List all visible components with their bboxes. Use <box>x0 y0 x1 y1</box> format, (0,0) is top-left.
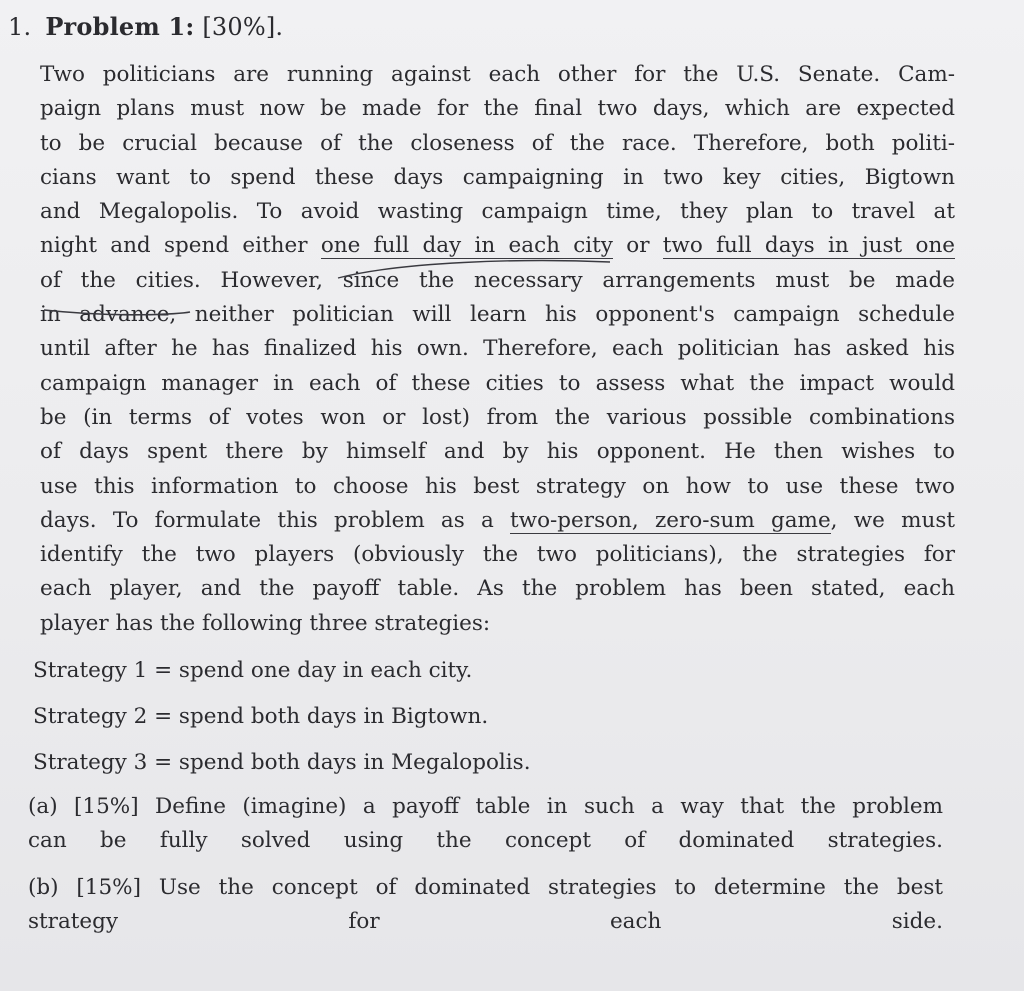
part-b-line: strategy for each side. <box>28 909 943 934</box>
part-b-text: Use the concept of dominated strategies to determine the best <box>140 875 943 900</box>
strategy-2: Strategy 2 = spend both days in Bigtown. <box>33 704 489 729</box>
paragraph-line: paign plans must now be made for the final two days, which are expected <box>40 96 955 122</box>
underlined-phrase: two-person, zero-sum game <box>510 507 831 533</box>
paragraph-line: each player, and the payoff table. As the problem has been stated, each <box>40 576 955 602</box>
paragraph-line: to be crucial because of the closeness of the race. Therefore, both politi- <box>40 130 955 156</box>
part-a <box>28 790 943 858</box>
paragraph-line <box>40 504 955 538</box>
strategy-1: Strategy 1 = spend one day in each city. <box>33 658 473 683</box>
problem-weight: [30%]. <box>202 13 284 41</box>
problem-paragraph <box>40 58 955 641</box>
paragraph-line: of the cities. However, since the necessary arrangements must be made <box>40 267 955 293</box>
part-a-line <box>28 790 943 824</box>
problem-title: Problem 1: <box>45 12 195 41</box>
paragraph-line: player has the following three strategies: <box>40 610 491 636</box>
paragraph-line: Two politicians are running against each other for the U.S. Senate. Cam- <box>40 62 955 87</box>
part-b-line <box>28 871 943 905</box>
paragraph-line: and Megalopolis. To avoid wasting campaign time, they plan to travel at <box>40 199 955 225</box>
strategy-3: Strategy 3 = spend both days in Megalopolis. <box>33 750 531 775</box>
paragraph-line: cians want to spend these days campaigning in two key cities, Bigtown <box>40 164 955 190</box>
paragraph-line: be (in terms of votes won or lost) from the various possible combinations <box>40 404 955 430</box>
underlined-phrase: two full days in just one <box>662 233 956 259</box>
paragraph-line: use this information to choose his best strategy on how to use these two <box>40 473 955 499</box>
paragraph-line: in advance, neither politician will learn his opponent's campaign schedule <box>40 302 955 328</box>
paragraph-line: campaign manager in each of these cities to assess what the impact would <box>40 370 955 396</box>
part-a-line: can be fully solved using the concept of dominated strategies. <box>28 828 943 853</box>
paragraph-line <box>40 229 955 263</box>
paragraph-line: identify the two players (obviously the two politicians), the strategies for <box>40 542 955 568</box>
text-run: days. To formulate this problem as a <box>40 507 511 533</box>
part-b-label: (b) [15%] <box>28 875 141 900</box>
part-a-text: Define (imagine) a payoff table in such a way that the problem <box>138 794 943 819</box>
problem-heading <box>8 12 283 41</box>
paragraph-line: of days spent there by himself and by his opponent. He then wishes to <box>40 439 955 465</box>
text-run: or <box>612 233 663 259</box>
underlined-phrase: one full day in each city <box>320 233 613 259</box>
paragraph-line: until after he has finalized his own. Therefore, each politician has asked his <box>40 336 955 362</box>
problem-number: 1. <box>8 13 32 41</box>
text-run: night and spend either <box>40 233 321 259</box>
part-b <box>28 871 943 939</box>
text-run: , we must <box>830 507 955 533</box>
part-a-label: (a) [15%] <box>28 794 139 819</box>
